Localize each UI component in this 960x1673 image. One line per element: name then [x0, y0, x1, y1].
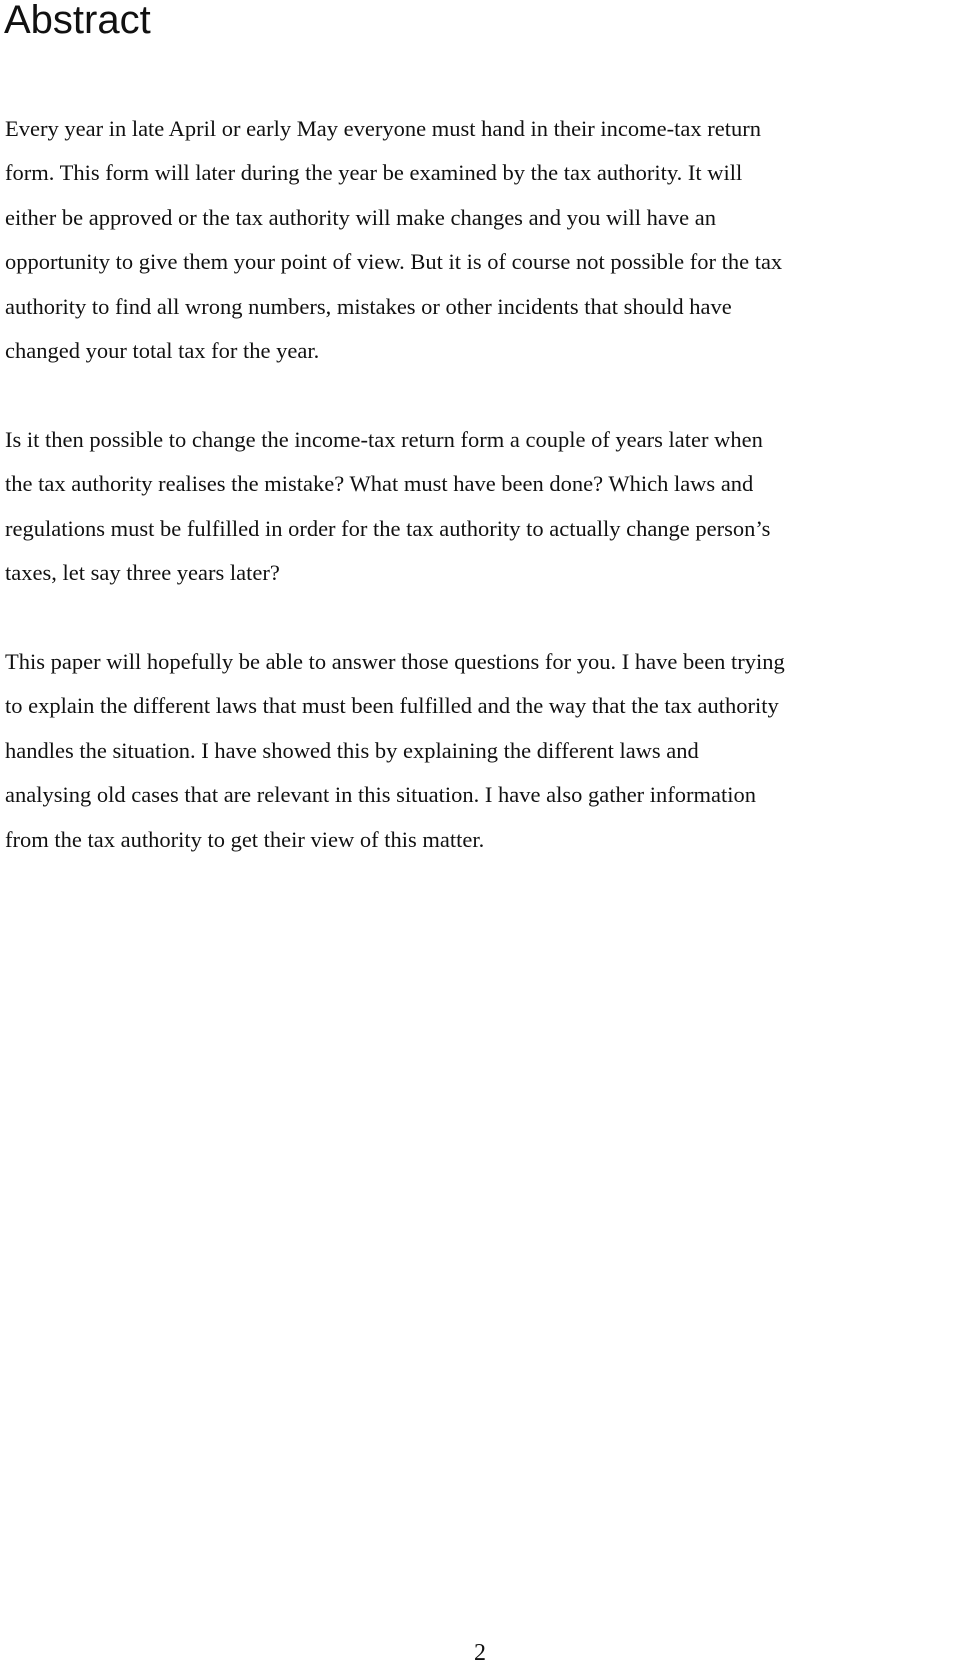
abstract-paragraph-1: [5, 107, 957, 373]
text-line: authority to find all wrong numbers, mistakes or other incidents that should have: [5, 293, 732, 319]
abstract-paragraph-3: [5, 640, 957, 862]
text-line: either be approved or the tax authority will make changes and you will have an: [5, 204, 717, 230]
text-line: Is it then possible to change the income-tax return form a couple of years later when: [5, 427, 763, 452]
text-line: to explain the different laws that must been fulfilled and the way that the tax authority: [5, 693, 779, 719]
text-line: handles the situation. I have showed this by explaining the different laws and: [5, 737, 699, 763]
text-line: Every year in late April or early May everyone must hand in their income-tax return: [5, 116, 761, 141]
page-number: 2: [474, 1640, 486, 1666]
text-line: changed your total tax for the year.: [5, 338, 320, 364]
text-line: This paper will hopefully be able to answer those questions for you. I have been trying: [5, 649, 785, 674]
abstract-heading: Abstract: [4, 0, 151, 42]
text-line: the tax authority realises the mistake? What must have been done? Which laws and: [5, 471, 754, 497]
text-line: analysing old cases that are relevant in this situation. I have also gather information: [5, 782, 757, 808]
text-line: form. This form will later during the year be examined by the tax authority. It will: [5, 160, 743, 186]
text-line: taxes, let say three years later?: [5, 560, 280, 586]
abstract-paragraph-2: [5, 418, 957, 596]
text-line: regulations must be fulfilled in order for the tax authority to actually change person’s: [5, 515, 771, 541]
text-line: opportunity to give them your point of view. But it is of course not possible for the tax: [5, 249, 783, 275]
text-line: from the tax authority to get their view of this matter.: [5, 826, 485, 852]
